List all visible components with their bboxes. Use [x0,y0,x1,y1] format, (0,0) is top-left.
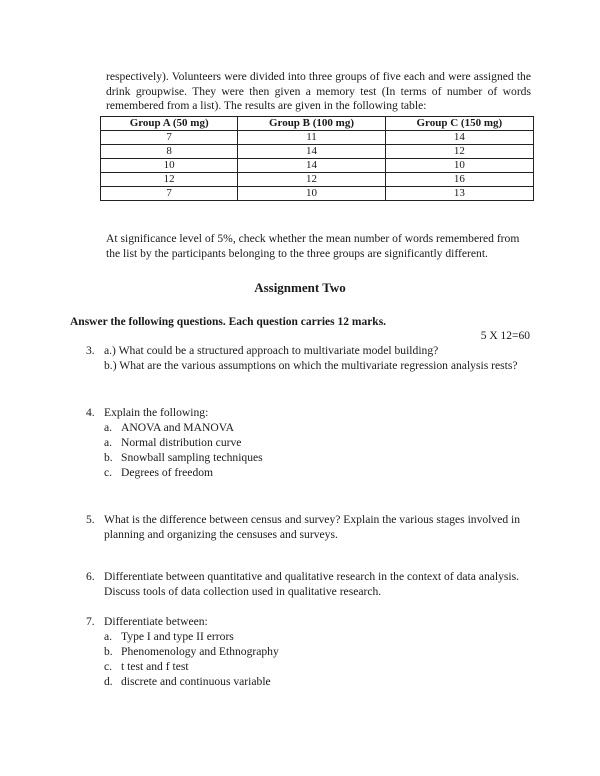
table-cell: 12 [385,145,533,159]
table-cell: 10 [101,159,238,173]
table-cell: 14 [238,159,385,173]
list-item-text: Degrees of freedom [121,466,214,479]
question-5 [86,512,536,542]
instruction-text: Answer the following questions. Each question carries 12 marks. [70,316,387,328]
table-cell: 16 [385,173,533,187]
list-item-text: ANOVA and MANOVA [121,421,234,434]
table-cell: 12 [101,173,238,187]
list-item [104,450,536,465]
question-4-text: Explain the following: [104,406,209,419]
table-cell: 7 [101,131,238,145]
significance-paragraph [106,231,531,261]
list-marker: b. [104,645,113,658]
results-table [100,116,534,201]
question-number: 5. [86,513,95,526]
table-cell: 14 [238,145,385,159]
table-header-row [101,117,534,131]
list-item [104,659,536,674]
header-group-c: Group C (150 mg) [385,117,533,131]
question-number: 3. [86,344,95,357]
header-group-a: Group A (50 mg) [101,117,238,131]
question-4-list [104,420,536,480]
significance-text: At significance level of 5%, check whether the mean number of words remembered from the list by the participants belonging to the three groups are significantly different. [106,232,520,260]
table-row [101,145,534,159]
question-number: 6. [86,570,95,583]
question-5-text: What is the difference between census and survey? Explain the various stages involved in planning and organizing the censuses and surveys. [104,513,521,541]
question-3-part-a: a.) What could be a structured approach to multivariate model building? [104,344,439,357]
intro-paragraph [106,70,531,114]
list-item-text: Snowball sampling techniques [121,451,263,464]
list-marker: b. [104,451,113,464]
list-item [104,435,536,450]
question-6 [86,569,536,599]
question-7-list [104,629,536,689]
table-cell: 10 [238,187,385,201]
list-item [104,629,536,644]
list-item [104,465,536,480]
question-4 [86,405,536,480]
list-marker: c. [104,660,113,673]
table-row [101,131,534,145]
list-item [104,674,536,689]
list-item-text: Phenomenology and Ethnography [121,645,279,658]
marks-total: 5 X 12=60 [480,330,530,342]
question-6-text: Differentiate between quantitative and qualitative research in the context of data analysis. Discuss tools of data collection used in qualitative research. [104,570,520,598]
table-row [101,187,534,201]
intro-text: respectively). Volunteers were divided into three groups of five each and were assigned the drink groupwise. They were then given a memory test (In terms of number of words remembered from a list). The results are given in the following table: [106,70,531,112]
question-7-text: Differentiate between: [104,615,208,628]
table-row [101,173,534,187]
table-cell: 12 [238,173,385,187]
table-cell: 14 [385,131,533,145]
header-group-b: Group B (100 mg) [238,117,385,131]
question-3 [86,343,536,373]
question-3-part-b: b.) What are the various assumptions on which the multivariate regression analysis rests? [104,359,518,372]
table-cell: 13 [385,187,533,201]
list-item-text: Normal distribution curve [121,436,242,449]
list-marker: a. [104,436,113,449]
list-item [104,420,536,435]
table-cell: 8 [101,145,238,159]
list-marker: c. [104,466,113,479]
list-item-text: discrete and continuous variable [121,675,271,688]
table-cell: 11 [238,131,385,145]
table-row [101,159,534,173]
list-item-text: t test and f test [121,660,189,673]
list-marker: a. [104,630,113,643]
question-7 [86,614,536,689]
question-number: 4. [86,406,95,419]
assignment-title: Assignment Two [254,280,346,295]
list-marker: d. [104,675,113,688]
list-marker: a. [104,421,113,434]
question-number: 7. [86,615,95,628]
list-item-text: Type I and type II errors [121,630,234,643]
table-cell: 10 [385,159,533,173]
table-cell: 7 [101,187,238,201]
list-item [104,644,536,659]
